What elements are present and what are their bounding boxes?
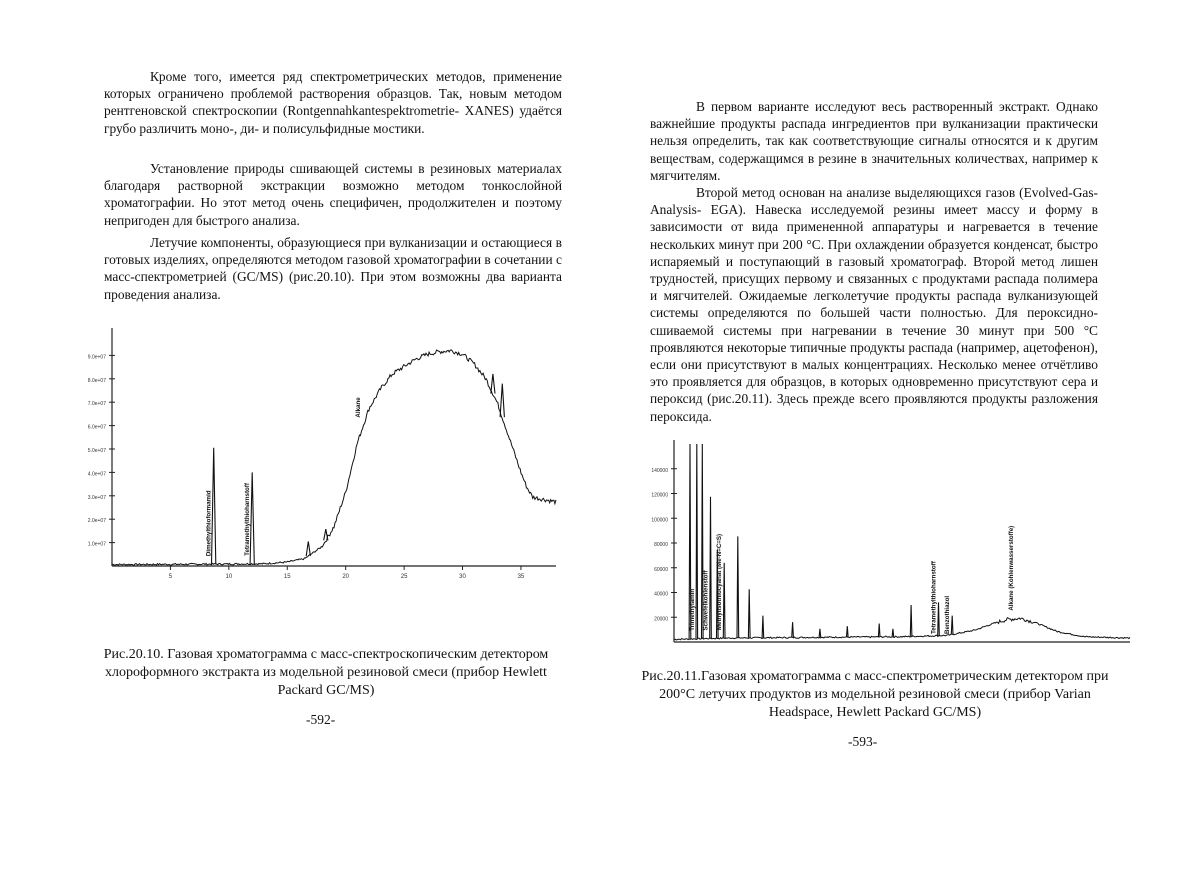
y-tick-label: 8.0e+07 bbox=[87, 377, 106, 384]
peak bbox=[847, 626, 849, 637]
x-tick-label: 25 bbox=[400, 574, 408, 580]
peak-label: Trimethylamin bbox=[688, 588, 696, 631]
peak-label: Schwefelkohlenstoff bbox=[702, 570, 710, 631]
peak-label: Methylisothiocyanat (Me-N=C=S) bbox=[716, 533, 724, 631]
x-tick-label: 35 bbox=[517, 574, 525, 580]
peak-label: Tetramethylthioharnstoff bbox=[244, 483, 252, 556]
peak bbox=[910, 605, 912, 637]
peak bbox=[792, 622, 794, 637]
x-tick-label: 10 bbox=[225, 574, 233, 580]
peak-label: Alkane (Kohlenwasserstoffe) bbox=[1008, 525, 1015, 611]
figure-caption-20-10: Рис.20.10. Газовая хроматограмма с масс-спектроскопическим детектором хлороформного экстракта из модельной резиновой смеси (прибор Hewlett Packard GC/MS) bbox=[103, 647, 549, 698]
peak-label: Alkane bbox=[355, 397, 363, 418]
left-paragraph-3: Летучие компоненты, образующиеся при вулканизации и остающиеся в готовых изделиях, определяются методом газовой хроматографии в сочетании с масс-спектрометрией (GC/MS) (рис.20.10). При этом возможны два варианта проведения анализа. bbox=[104, 235, 562, 302]
peak bbox=[324, 529, 328, 540]
right-paragraph-1: В первом варианте исследуют весь растворенный экстракт. Однако важнейшие продукты распада ингредиентов при вулканизации практически нельзя определить, так как соответствующие сигналы относятся и к другим веществам, содержащимся в резине в значительных количествах, например к мягчителям. bbox=[650, 99, 1098, 183]
y-tick-label: 140000 bbox=[651, 467, 668, 474]
peak-label: Benzothiazol bbox=[944, 595, 952, 634]
peak bbox=[762, 616, 764, 638]
y-tick-label: 7.0e+07 bbox=[87, 401, 106, 408]
left-paragraph-1: Кроме того, имеется ряд спектрометрических методов, применение которых ограничено проблемой растворения образцов. Так, новым методом рентгеновской спектроскопии (Rontgennahkantespektrometrie- XANES) удаётся грубо различить моно-, ди- и полисульфидные мостики. bbox=[104, 69, 562, 136]
left-paragraph-2: Установление природы сшивающей системы в резиновых материалах благодаря растворной экстракции возможно методом тонкослойной хроматографии. Но этот метод очень специфичен, продолжителен и поэтому непригоден для быстрого анализа. bbox=[104, 161, 562, 228]
x-tick-label: 5 bbox=[168, 574, 173, 580]
chromatogram-figure-20-11 bbox=[630, 436, 1142, 662]
peak bbox=[737, 536, 739, 638]
y-tick-label: 100000 bbox=[651, 517, 668, 524]
peak bbox=[723, 563, 725, 638]
chromatogram-figure-20-10 bbox=[78, 318, 568, 600]
y-tick-label: 3.0e+07 bbox=[87, 494, 106, 501]
y-tick-label: 1.0e+07 bbox=[87, 541, 106, 548]
y-tick-label: 60000 bbox=[654, 566, 668, 573]
y-tick-label: 40000 bbox=[654, 591, 668, 598]
right-page bbox=[600, 0, 1200, 872]
signal-trace bbox=[674, 618, 1130, 640]
peak bbox=[951, 616, 953, 635]
page-number: -592- bbox=[306, 712, 336, 727]
y-tick-label: 20000 bbox=[654, 616, 668, 623]
peak bbox=[748, 589, 750, 638]
signal-trace bbox=[112, 350, 556, 565]
peak bbox=[696, 444, 698, 639]
peak bbox=[938, 602, 940, 635]
y-tick-label: 5.0e+07 bbox=[87, 448, 106, 454]
y-tick-label: 9.0e+07 bbox=[87, 354, 106, 361]
chromatogram-plot bbox=[78, 318, 568, 600]
x-tick-label: 15 bbox=[283, 574, 291, 580]
peak-label: Tetramethylthioharnstoff bbox=[930, 561, 938, 634]
peak bbox=[491, 374, 495, 394]
y-tick-label: 2.0e+07 bbox=[87, 518, 106, 525]
y-tick-label: 120000 bbox=[651, 492, 668, 499]
y-tick-label: 6.0e+07 bbox=[87, 424, 106, 431]
peak-label: Dimethylthioformamid bbox=[205, 490, 213, 557]
peak bbox=[819, 629, 821, 638]
y-tick-label: 80000 bbox=[654, 542, 668, 548]
peak bbox=[710, 497, 712, 639]
figure-caption-20-11: Рис.20.11.Газовая хроматограмма с масс-спектрометрическим детектором при 200°С летучих продуктов из модельной резиновой смеси (прибор Varian Headspace, Hewlett Packard GC/MS) bbox=[641, 669, 1109, 720]
peak bbox=[500, 384, 504, 418]
x-tick-label: 20 bbox=[342, 574, 350, 580]
y-tick-label: 4.0e+07 bbox=[87, 471, 106, 478]
peak bbox=[878, 624, 880, 637]
peak bbox=[306, 541, 310, 556]
right-paragraph-2: Второй метод основан на анализе выделяющихся газов (Evolved-Gas-Analysis- EGA). Навеска исследуемой резины имеет массу и форму в зависимости от вида примененной аппаратуры и нагревается в течение нескольких минут при 200 °С. При охлаждении образуется конденсат, быстро испаряемый и поступающий в газовый хроматограф. Второй метод лишен трудностей, присущих первому и связанных с продуктами распада полимера и мягчителей. Ожидаемые легколетучие продукты распада вулканизующей системы определяются по большей части полностью. Для пероксидно-сшиваемой системы при нагревании в течение 30 минут при 500 °С проявляются некоторые типичные продукты распада (например, ацетофенон), если они присутствуют в малых концентрациях. Несколько менее отчётливо это проявляется для образцов, в которых одновременно присутствуют сера и пероксид (рис.20.11). Здесь прежде всего проявляются продукты разложения пероксида. bbox=[650, 185, 1098, 424]
chromatogram-plot bbox=[630, 436, 1142, 662]
page-number: -593- bbox=[848, 734, 878, 749]
peak bbox=[892, 629, 894, 637]
x-tick-label: 30 bbox=[459, 574, 466, 580]
